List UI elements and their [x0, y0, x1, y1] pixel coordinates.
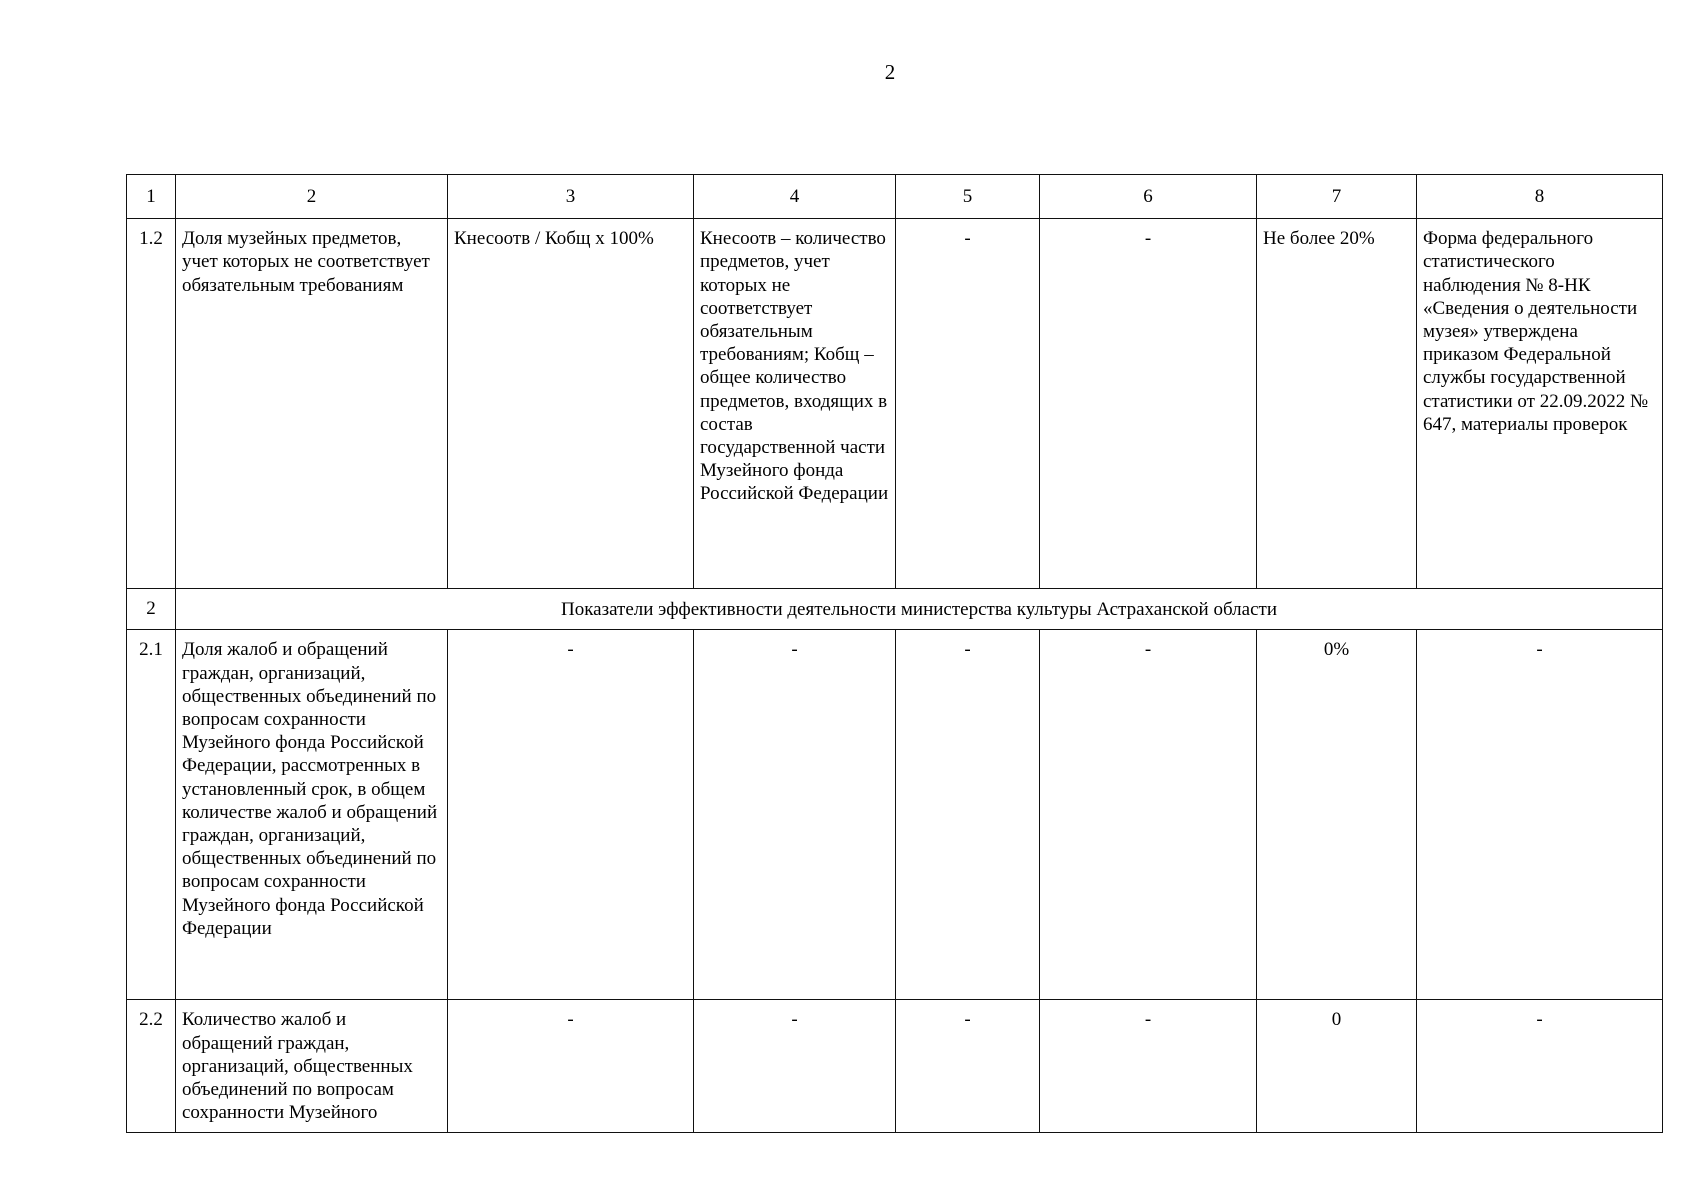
- table-row: [127, 1000, 1663, 1133]
- target-value-cell: 0%: [1257, 630, 1417, 1000]
- header-cell: 6: [1040, 175, 1257, 219]
- column-5-cell: -: [896, 1000, 1040, 1133]
- source-cell: Форма федерального статистического наблюдения № 8-НК «Сведения о деятельности музея» утверждена приказом Федеральной службы государственной статистики от 22.09.2022 № 647, материалы проверок: [1417, 219, 1663, 589]
- row-number: 1.2: [127, 219, 176, 589]
- header-cell: 1: [127, 175, 176, 219]
- header-cell: 7: [1257, 175, 1417, 219]
- table-row: [127, 219, 1663, 589]
- section-row: [127, 589, 1663, 630]
- row-number: 2.1: [127, 630, 176, 1000]
- target-value-cell: Не более 20%: [1257, 219, 1417, 589]
- variables-cell: Кнесоотв – количество предметов, учет которых не соответствует обязательным требованиям; Кобщ – общее количество предметов, входящих в состав государственной части Музейного фонда Российской Федерации: [694, 219, 896, 589]
- formula-cell: -: [448, 1000, 694, 1133]
- page-number: 2: [884, 60, 896, 84]
- header-cell: 4: [694, 175, 896, 219]
- header-cell: 8: [1417, 175, 1663, 219]
- indicator-name: Количество жалоб и обращений граждан, организаций, общественных объединений по вопросам сохранности Музейного: [176, 1000, 448, 1133]
- table-header-row: [127, 175, 1663, 219]
- formula-cell: -: [448, 630, 694, 1000]
- source-cell: -: [1417, 1000, 1663, 1133]
- section-number: 2: [127, 589, 176, 630]
- section-title: Показатели эффективности деятельности министерства культуры Астраханской области: [176, 589, 1663, 630]
- column-6-cell: -: [1040, 630, 1257, 1000]
- header-cell: 3: [448, 175, 694, 219]
- header-cell: 5: [896, 175, 1040, 219]
- indicator-name: Доля музейных предметов, учет которых не соответствует обязательным требованиям: [176, 219, 448, 589]
- indicator-name: Доля жалоб и обращений граждан, организаций, общественных объединений по вопросам сохранности Музейного фонда Российской Федерации, рассмотренных в установленный срок, в общем количестве жалоб и обращений граждан, организаций, общественных объединений по вопросам сохранности Музейного фонда Российской Федерации: [176, 630, 448, 1000]
- formula-cell: Кнесоотв / Кобщ х 100%: [448, 219, 694, 589]
- column-6-cell: -: [1040, 1000, 1257, 1133]
- row-number: 2.2: [127, 1000, 176, 1133]
- column-5-cell: -: [896, 630, 1040, 1000]
- indicators-table: [126, 174, 1663, 1133]
- column-5-cell: -: [896, 219, 1040, 589]
- column-6-cell: -: [1040, 219, 1257, 589]
- source-cell: -: [1417, 630, 1663, 1000]
- table-row: [127, 630, 1663, 1000]
- target-value-cell: 0: [1257, 1000, 1417, 1133]
- variables-cell: -: [694, 630, 896, 1000]
- variables-cell: -: [694, 1000, 896, 1133]
- header-cell: 2: [176, 175, 448, 219]
